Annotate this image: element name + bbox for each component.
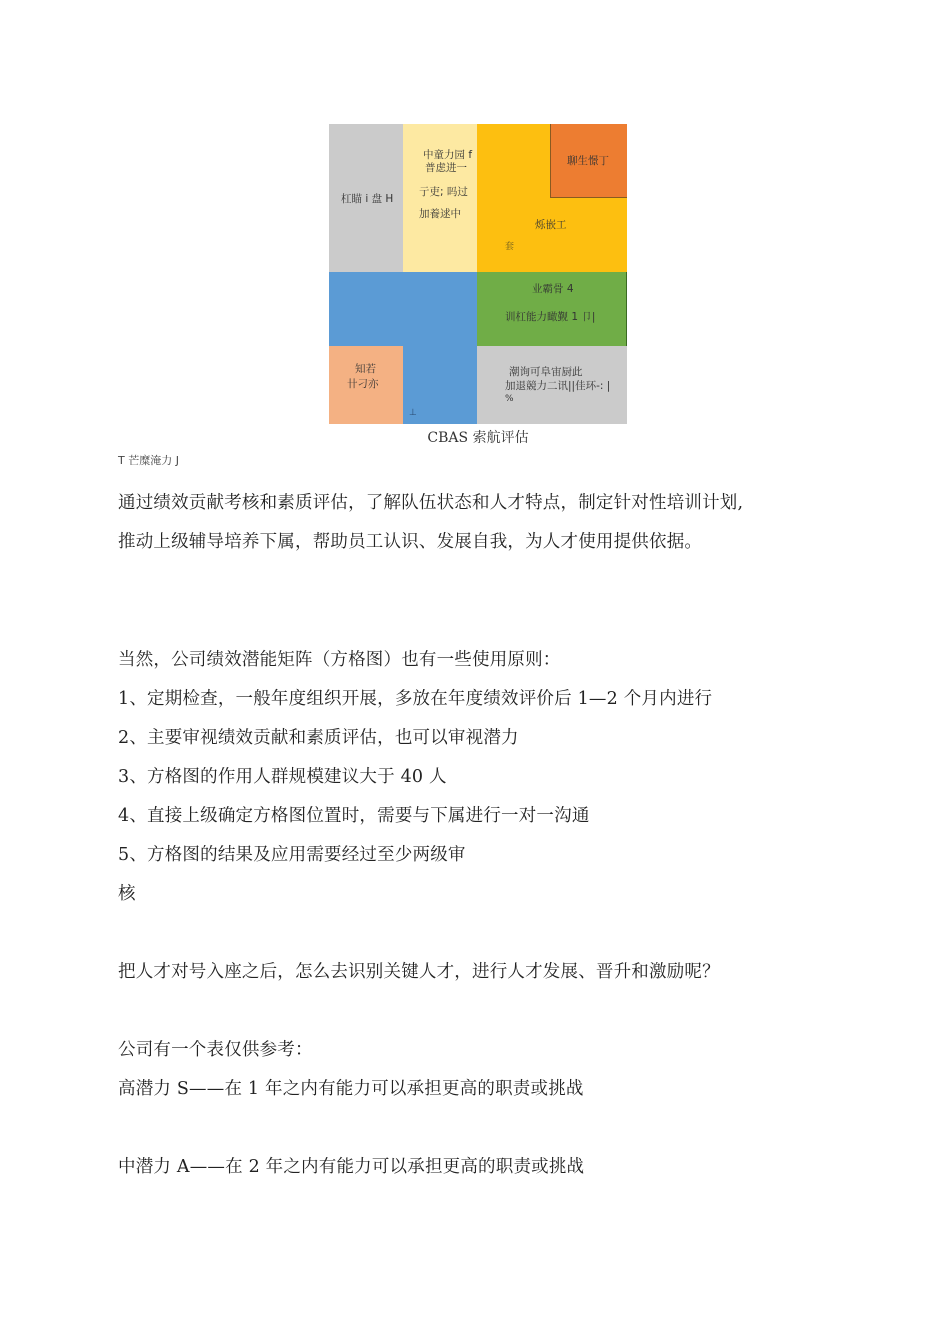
- cell-label: 烁嵌工: [535, 219, 567, 231]
- cell-label: 中童力园 f: [423, 149, 473, 161]
- cell-label: 卄刁亦: [347, 378, 379, 390]
- mid-potential-definition: 中潜力 A——在 2 年之内有能力可以承担更高的职责或挑战: [118, 1157, 585, 1177]
- principles-heading: 当然，公司绩效潜能矩阵（方格图）也有一些使用原则：: [118, 650, 561, 670]
- grid-cell-salmon: [329, 346, 403, 424]
- principle-item: 2、主要审视绩效贡献和素质评估，也可以审视潜力: [118, 728, 519, 748]
- cell-label: 加養逑中: [419, 208, 461, 220]
- cell-label: 业霸骨 4: [532, 283, 574, 295]
- table-intro: 公司有一个表仅供参考：: [118, 1040, 313, 1060]
- grid-cell-orange: [550, 124, 627, 198]
- intro-paragraph-line: 推动上级辅导培养下属，帮助员工认识、发展自我，为人才使用提供依据。: [118, 532, 703, 552]
- cell-label: 知若: [355, 363, 376, 375]
- figure-caption: CBAS 索航评估: [427, 430, 529, 446]
- principle-item: 3、方格图的作用人群规模建议大于 40 人: [118, 767, 447, 787]
- grid-cell-green: [477, 272, 627, 346]
- intro-paragraph-line: 通过绩效贡献考核和素质评估，了解队伍状态和人才特点，制定针对性培训计划,: [118, 493, 744, 513]
- nine-box-grid-figure: [329, 124, 627, 424]
- cell-label: 加退競力二讯||佳环-: |: [505, 380, 611, 392]
- cell-label: 杠瞄 i 盘 H: [341, 193, 394, 205]
- question-paragraph: 把人才对号入座之后，怎么去识别关键人才，进行人才发展、晋升和激励呢？: [118, 962, 720, 982]
- grid-cell-grey-right: [477, 346, 627, 424]
- grid-cell-grey-left: [329, 124, 403, 272]
- cell-label: 亍吏; 吗过: [419, 186, 468, 198]
- principle-item: 1、定期检查，一般年度组织开展，多放在年度绩效评价后 1—2 个月内进行: [118, 689, 713, 709]
- cell-label: 聊生憬丁: [567, 155, 609, 167]
- cell-mark: ⊥: [409, 408, 417, 418]
- cell-label: 普虑进一: [425, 162, 467, 174]
- cell-label: 训杠能力瞰觐 1 卩|: [505, 311, 596, 323]
- cell-label: 潮询可阜宙厨此: [509, 366, 583, 378]
- cell-label: %: [505, 394, 514, 404]
- figure-source-note: T 芒糜淹力 J: [118, 454, 179, 467]
- grid-cell-cream: [403, 124, 477, 272]
- principle-item: 4、直接上级确定方格图位置时，需要与下属进行一对一沟通: [118, 806, 590, 826]
- principle-item-continuation: 核: [118, 884, 136, 904]
- cell-label: 套: [505, 242, 515, 252]
- high-potential-definition: 高潜力 S——在 1 年之内有能力可以承担更高的职责或挑战: [118, 1079, 584, 1099]
- principle-item: 5、方格图的结果及应用需要经过至少两级审: [118, 845, 466, 865]
